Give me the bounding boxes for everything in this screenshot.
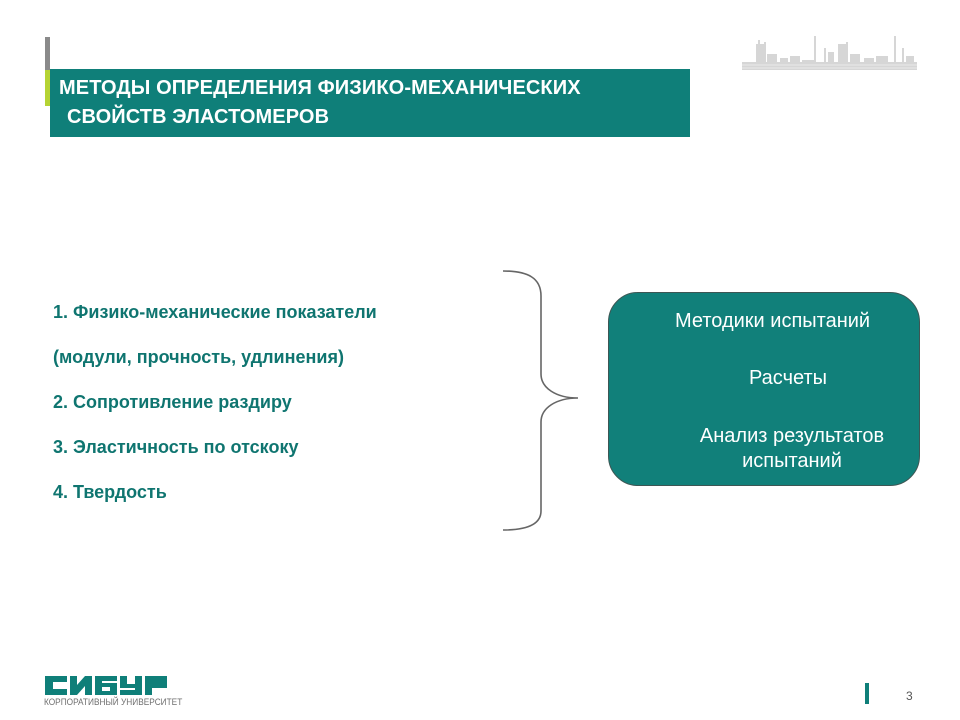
slide-title-line-2: СВОЙСТВ ЭЛАСТОМЕРОВ bbox=[67, 106, 330, 128]
methods-box bbox=[608, 292, 920, 486]
list-item: (модули, прочность, удлинения) bbox=[53, 347, 344, 367]
curly-brace-icon bbox=[498, 266, 588, 536]
method-item: Расчеты bbox=[749, 367, 827, 389]
list-item: 4. Твердость bbox=[53, 482, 167, 502]
accent-bar-gray bbox=[45, 37, 50, 70]
list-item: 1. Физико-механические показатели bbox=[53, 302, 377, 322]
list-item: 3. Эластичность по отскоку bbox=[53, 437, 299, 457]
slide-title-line-1: МЕТОДЫ ОПРЕДЕЛЕНИЯ ФИЗИКО-МЕХАНИЧЕСКИХ bbox=[59, 77, 581, 99]
method-item: Анализ результатов испытаний bbox=[699, 425, 885, 472]
industrial-skyline-icon bbox=[742, 34, 917, 74]
properties-list bbox=[53, 300, 377, 525]
page-accent-bar bbox=[865, 683, 869, 704]
method-item: Методики испытаний bbox=[675, 310, 871, 332]
sibur-logo bbox=[45, 676, 179, 695]
page-number: 3 bbox=[906, 689, 913, 703]
list-item: 2. Сопротивление раздиру bbox=[53, 392, 292, 412]
logo-subtitle: КОРПОРАТИВНЫЙ УНИВЕРСИТЕТ bbox=[44, 697, 183, 707]
